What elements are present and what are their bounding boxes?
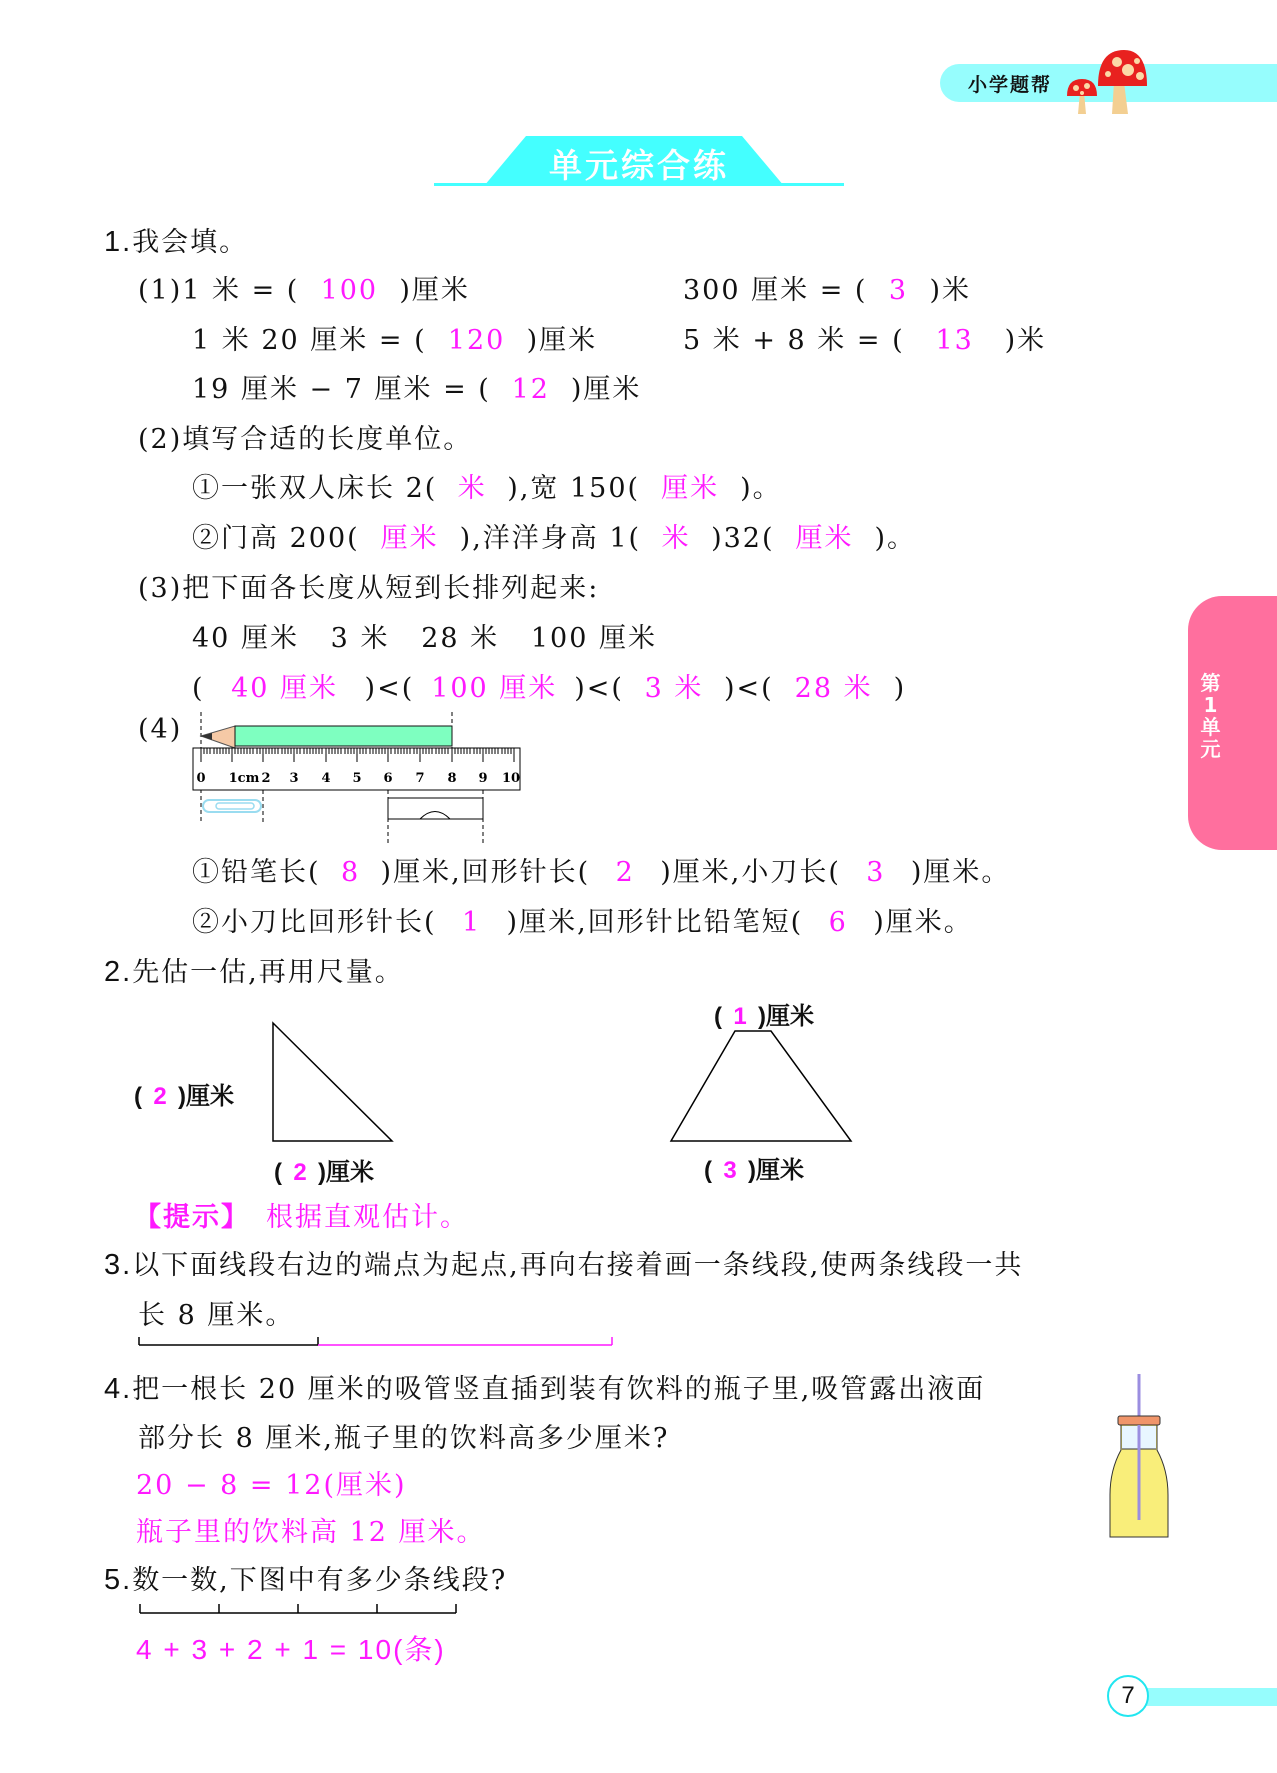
q5-title: 5.数一数,下图中有多少条线段? bbox=[104, 1564, 508, 1596]
svg-text:0: 0 bbox=[196, 771, 206, 786]
trapezoid-figure bbox=[668, 1028, 854, 1144]
section-title-banner bbox=[434, 136, 844, 186]
q1-p1-item-4: 5 米 + 8 米 = ( 13 )米 bbox=[683, 325, 1047, 356]
q1-p2-line1: ①一张双人床长 2( 米 ),宽 150( 厘米 )。 bbox=[192, 473, 782, 504]
q5-segments bbox=[136, 1600, 462, 1616]
q5-answer: 4 + 3 + 2 + 1 = 10(条) bbox=[136, 1634, 446, 1665]
paperclip-icon bbox=[203, 800, 261, 812]
knife-icon bbox=[388, 798, 483, 819]
q3-line2: 长 8 厘米。 bbox=[138, 1300, 295, 1331]
mushroom-icon bbox=[1062, 44, 1152, 114]
q1-p4-line1: ①铅笔长( 8 )厘米,回形针长( 2 )厘米,小刀长( 3 )厘米。 bbox=[192, 857, 1011, 888]
trapezoid-top-label: ( 1 )厘米 bbox=[714, 1003, 814, 1030]
q1-p1-item-1: (1)1 米 = ( 100 )厘米 bbox=[138, 275, 470, 306]
brand-text: 小学题帮 bbox=[968, 74, 1053, 96]
pencil-icon bbox=[201, 726, 452, 748]
page-number-bar bbox=[1145, 1688, 1277, 1706]
q4-answer-sentence: 瓶子里的饮料高 12 厘米。 bbox=[136, 1517, 486, 1548]
q1-p3-given: 40 厘米 3 米 28 米 100 厘米 bbox=[192, 623, 657, 654]
q1-p2-label: (2)填写合适的长度单位。 bbox=[138, 424, 473, 455]
q2-title: 2.先估一估,再用尺量。 bbox=[104, 956, 404, 988]
svg-text:8: 8 bbox=[447, 771, 457, 786]
triangle-side-label: ( 2 )厘米 bbox=[134, 1083, 234, 1110]
svg-text:5: 5 bbox=[352, 771, 362, 786]
section-title: 单元综合练 bbox=[549, 146, 729, 185]
svg-text:6: 6 bbox=[383, 771, 393, 786]
q4-line2: 部分长 8 厘米,瓶子里的饮料高多少厘米? bbox=[138, 1423, 670, 1454]
q1-p4-line2: ②小刀比回形针长( 1 )厘米,回形针比铅笔短( 6 )厘米。 bbox=[192, 907, 973, 938]
q1-p3-order: ( 40 厘米 )<( 100 厘米 )<( 3 米 )<( 28 米 ) bbox=[192, 673, 907, 704]
q1-title: 1.我会填。 bbox=[104, 226, 249, 258]
svg-text:9: 9 bbox=[478, 771, 488, 786]
q1-p1-item-3: 1 米 20 厘米 = ( 120 )厘米 bbox=[192, 325, 598, 356]
q1-p3-label: (3)把下面各长度从短到长排列起来: bbox=[138, 573, 600, 604]
trapezoid-bottom-label: ( 3 )厘米 bbox=[704, 1157, 804, 1184]
right-triangle-figure bbox=[270, 1020, 400, 1145]
svg-text:1cm: 1cm bbox=[228, 771, 260, 786]
bottle-icon bbox=[1106, 1370, 1172, 1540]
svg-text:3: 3 bbox=[289, 771, 299, 786]
ruler-figure bbox=[190, 710, 530, 845]
svg-text:2: 2 bbox=[261, 771, 271, 786]
unit-side-label: 第 1 单 元 bbox=[1200, 671, 1221, 761]
svg-text:10: 10 bbox=[501, 771, 521, 786]
q3-segments bbox=[136, 1330, 616, 1350]
q1-p2-line2: ②门高 200( 厘米 ),洋洋身高 1( 米 )32( 厘米 )。 bbox=[192, 523, 917, 554]
svg-text:4: 4 bbox=[321, 771, 331, 786]
page-number: 7 bbox=[1107, 1675, 1149, 1717]
triangle-bottom-label: ( 2 )厘米 bbox=[274, 1159, 374, 1186]
q3-line1: 3.以下面线段右边的端点为起点,再向右接着画一条线段,使两条线段一共 bbox=[104, 1249, 1024, 1281]
q1-p1-item-2: 300 厘米 = ( 3 )米 bbox=[683, 275, 971, 306]
q4-answer-formula: 20 − 8 = 12(厘米) bbox=[136, 1470, 407, 1501]
q4-line1: 4.把一根长 20 厘米的吸管竖直插到装有饮料的瓶子里,吸管露出液面 bbox=[104, 1373, 986, 1405]
q1-p1-item-5: 19 厘米 − 7 厘米 = ( 12 )厘米 bbox=[192, 374, 642, 405]
q1-p4-label: (4) bbox=[138, 714, 183, 745]
q2-hint: 【提示】 根据直观估计。 bbox=[134, 1202, 469, 1233]
svg-text:7: 7 bbox=[415, 771, 425, 786]
